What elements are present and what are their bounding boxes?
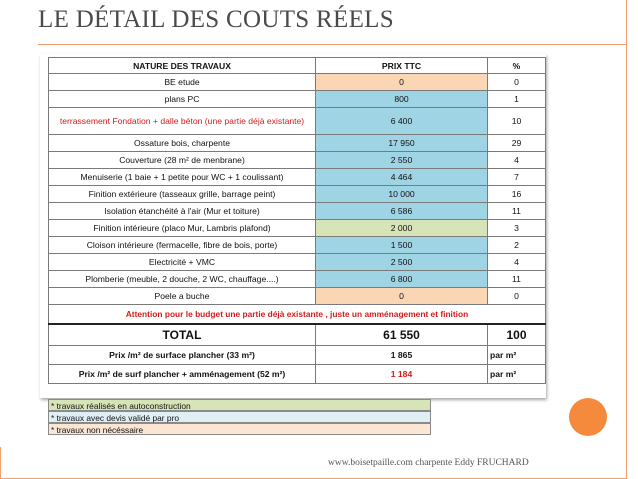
row-label: Couverture (28 m² de menbrane) — [49, 152, 316, 169]
row-price: 2 000 — [316, 220, 488, 237]
row-percent: 4 — [488, 254, 546, 271]
row-percent: 29 — [488, 135, 546, 152]
page-title: LE DÉTAIL DES COUTS RÉELS — [38, 6, 394, 33]
header-nature: NATURE DES TRAVAUX — [49, 58, 316, 74]
row-price: 4 464 — [316, 169, 488, 186]
total-label: TOTAL — [49, 324, 316, 346]
cost-table — [48, 57, 546, 384]
row-price: 6 586 — [316, 203, 488, 220]
title-divider — [38, 44, 626, 45]
row-price: 6 400 — [316, 108, 488, 135]
slide-border-right — [626, 0, 627, 479]
table-row — [49, 169, 546, 186]
row-percent: 0 — [488, 288, 546, 305]
row-label: Menuiserie (1 baie + 1 petite pour WC + 1 coulissant) — [49, 169, 316, 186]
row-label: Ossature bois, charpente — [49, 135, 316, 152]
row-label: BE etude — [49, 74, 316, 91]
row-label: Finition extérieure (tasseaux grille, barrage peint) — [49, 186, 316, 203]
row-price: 0 — [316, 74, 488, 91]
row-percent: 7 — [488, 169, 546, 186]
price-per-m2-total-unit: par m² — [488, 365, 546, 384]
row-percent: 11 — [488, 203, 546, 220]
row-percent: 10 — [488, 108, 546, 135]
row-label: Plomberie (meuble, 2 douche, 2 WC, chauffage....) — [49, 271, 316, 288]
row-price: 17 950 — [316, 135, 488, 152]
price-per-m2-row — [49, 346, 546, 365]
table-header-row — [49, 58, 546, 74]
row-label: Isolation étanchéité à l'air (Mur et toiture) — [49, 203, 316, 220]
header-percent: % — [488, 58, 546, 74]
table-row — [49, 91, 546, 108]
table-row — [49, 254, 546, 271]
budget-warning: Attention pour le budget une partie déjà existante , juste un amménagement et finition — [49, 305, 546, 325]
price-per-m2-total-value: 1 184 — [316, 365, 488, 384]
table-row — [49, 186, 546, 203]
row-percent: 11 — [488, 271, 546, 288]
row-price: 10 000 — [316, 186, 488, 203]
row-percent: 3 — [488, 220, 546, 237]
legend-not-needed: * travaux non nécéssaire — [48, 423, 431, 435]
legend-self-build: * travaux réalisés en autoconstruction — [48, 399, 431, 411]
decorative-circle — [569, 398, 607, 436]
row-price: 2 500 — [316, 254, 488, 271]
table-row — [49, 288, 546, 305]
row-price: 6 800 — [316, 271, 488, 288]
price-per-m2-value: 1 865 — [316, 346, 488, 365]
total-percent: 100 — [488, 324, 546, 346]
warning-row — [49, 305, 546, 325]
table-row — [49, 108, 546, 135]
row-percent: 4 — [488, 152, 546, 169]
table-row — [49, 152, 546, 169]
price-per-m2-label: Prix /m² de surface plancher (33 m²) — [49, 346, 316, 365]
row-label: Electricité + VMC — [49, 254, 316, 271]
total-row — [49, 324, 546, 346]
total-price: 61 550 — [316, 324, 488, 346]
footer-credit: www.boisetpaille.com charpente Eddy FRUCHARD — [328, 458, 529, 468]
price-per-m2-unit: par m² — [488, 346, 546, 365]
row-percent: 1 — [488, 91, 546, 108]
row-label: Poele a buche — [49, 288, 316, 305]
row-price: 2 550 — [316, 152, 488, 169]
table-row — [49, 271, 546, 288]
row-percent: 2 — [488, 237, 546, 254]
header-price: PRIX TTC — [316, 58, 488, 74]
legend-pro-quote: * travaux avec devis validé par pro — [48, 411, 431, 423]
table-row — [49, 237, 546, 254]
price-per-m2-total-label: Prix /m² de surf plancher + amménagement (52 m²) — [49, 365, 316, 384]
row-percent: 0 — [488, 74, 546, 91]
row-label: terrassement Fondation + dalle béton (une partie déjà existante) — [49, 108, 316, 135]
table-row — [49, 135, 546, 152]
row-percent: 16 — [488, 186, 546, 203]
row-label: Cloison intérieure (fermacelle, fibre de bois, porte) — [49, 237, 316, 254]
table-row — [49, 203, 546, 220]
row-label: plans PC — [49, 91, 316, 108]
price-per-m2-total-row — [49, 365, 546, 384]
table-row — [49, 220, 546, 237]
row-price: 800 — [316, 91, 488, 108]
slide-border-left — [0, 447, 1, 479]
row-label: Finition intérieure (placo Mur, Lambris plafond) — [49, 220, 316, 237]
row-price: 0 — [316, 288, 488, 305]
table-row — [49, 74, 546, 91]
row-price: 1 500 — [316, 237, 488, 254]
